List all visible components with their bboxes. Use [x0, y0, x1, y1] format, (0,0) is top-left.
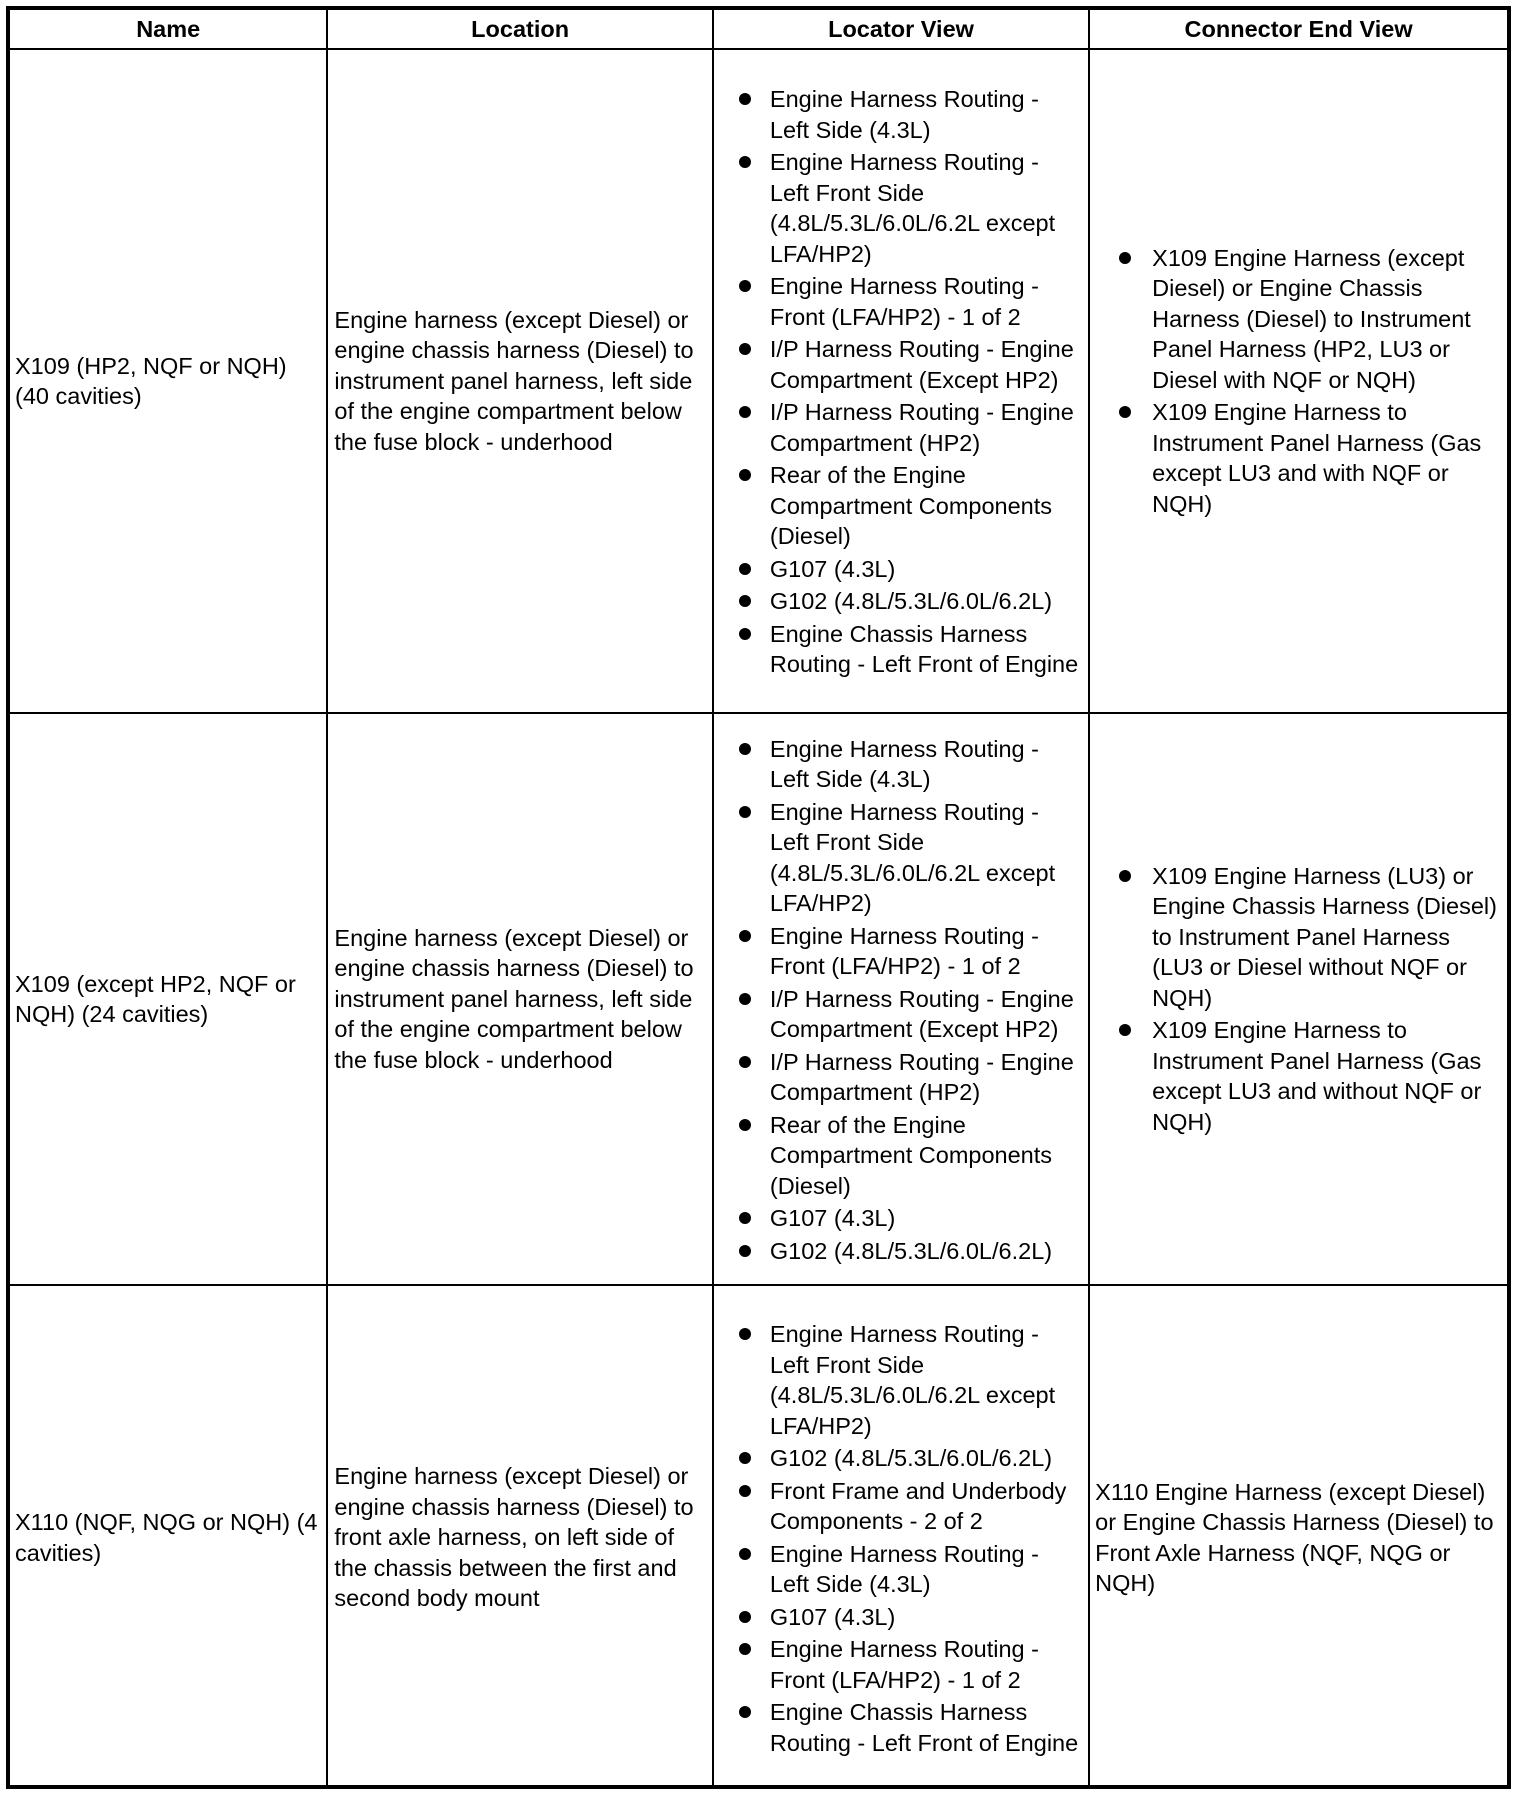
connector-end-view-list: [1095, 243, 1501, 520]
connector-end-view-link[interactable]: X109 Engine Harness to Instrument Panel Harness (Gas except LU3 and without NQF or NQH): [1095, 1015, 1501, 1137]
locator-view-link[interactable]: Engine Chassis Harness Routing - Left Front of Engine: [714, 1697, 1084, 1758]
header-connector-end-view: Connector End View: [1089, 10, 1507, 49]
locator-view-link[interactable]: G102 (4.8L/5.3L/6.0L/6.2L): [714, 1236, 1084, 1267]
locator-view-cell: [713, 713, 1089, 1285]
locator-view-link[interactable]: Engine Harness Routing - Left Front Side (4.8L/5.3L/6.0L/6.2L except LFA/HP2): [714, 1319, 1084, 1441]
bullet-icon: [1119, 252, 1131, 264]
connector-name: X109 (HP2, NQF or NQH) (40 cavities): [10, 49, 327, 713]
locator-view-link[interactable]: Front Frame and Underbody Components - 2 of 2: [714, 1476, 1084, 1537]
connector-end-view-link[interactable]: X109 Engine Harness (except Diesel) or Engine Chassis Harness (Diesel) to Instrument Panel Harness (HP2, LU3 or Diesel with NQF or NQH): [1095, 243, 1501, 396]
bullet-icon: [739, 1643, 751, 1655]
bullet-icon: [739, 1056, 751, 1068]
locator-view-list: [714, 84, 1084, 680]
connector-end-view-link[interactable]: X110 Engine Harness (except Diesel) or Engine Chassis Harness (Diesel) to Front Axle Harness (NQF, NQG or NQH): [1089, 1285, 1507, 1789]
connector-end-view-link[interactable]: X109 Engine Harness (LU3) or Engine Chassis Harness (Diesel) to Instrument Panel Harness (LU3 or Diesel without NQF or NQH): [1095, 861, 1501, 1014]
header-row: [10, 10, 1507, 49]
bullet-icon: [739, 628, 751, 640]
bullet-icon: [739, 1119, 751, 1131]
locator-view-list: [714, 734, 1084, 1267]
header-locator-view: Locator View: [713, 10, 1089, 49]
connector-end-view-link[interactable]: X109 Engine Harness to Instrument Panel Harness (Gas except LU3 and with NQF or NQH): [1095, 397, 1501, 519]
locator-view-link[interactable]: Engine Harness Routing - Left Front Side (4.8L/5.3L/6.0L/6.2L except LFA/HP2): [714, 147, 1084, 269]
locator-view-link[interactable]: G107 (4.3L): [714, 1203, 1084, 1234]
locator-view-link[interactable]: Engine Harness Routing - Left Side (4.3L): [714, 734, 1084, 795]
bullet-icon: [739, 1328, 751, 1340]
bullet-icon: [739, 1452, 751, 1464]
locator-view-link[interactable]: I/P Harness Routing - Engine Compartment (Except HP2): [714, 984, 1084, 1045]
locator-view-cell: [713, 1285, 1089, 1789]
locator-view-link[interactable]: Rear of the Engine Compartment Components (Diesel): [714, 1110, 1084, 1202]
bullet-icon: [739, 93, 751, 105]
locator-view-link[interactable]: G107 (4.3L): [714, 554, 1084, 585]
locator-view-link[interactable]: G102 (4.8L/5.3L/6.0L/6.2L): [714, 1443, 1084, 1474]
bullet-icon: [739, 563, 751, 575]
table-row: [10, 713, 1507, 1285]
locator-view-link[interactable]: Rear of the Engine Compartment Components (Diesel): [714, 460, 1084, 552]
locator-view-link[interactable]: Engine Harness Routing - Left Front Side (4.8L/5.3L/6.0L/6.2L except LFA/HP2): [714, 797, 1084, 919]
bullet-icon: [739, 595, 751, 607]
connector-end-view-cell: [1089, 49, 1507, 713]
locator-view-list: [714, 1319, 1084, 1758]
locator-view-link[interactable]: Engine Harness Routing - Front (LFA/HP2) - 1 of 2: [714, 271, 1084, 332]
header-location: Location: [327, 10, 713, 49]
header-name: Name: [10, 10, 327, 49]
bullet-icon: [1119, 870, 1131, 882]
bullet-icon: [739, 1212, 751, 1224]
connector-name: X109 (except HP2, NQF or NQH) (24 cavities): [10, 713, 327, 1285]
connector-location: Engine harness (except Diesel) or engine chassis harness (Diesel) to front axle harness, on left side of the chassis between the first and second body mount: [327, 1285, 713, 1789]
connector-end-view-list: [1095, 861, 1501, 1138]
locator-view-cell: [713, 49, 1089, 713]
bullet-icon: [739, 1548, 751, 1560]
connector-end-view-cell: [1089, 713, 1507, 1285]
bullet-icon: [739, 1245, 751, 1257]
locator-view-link[interactable]: I/P Harness Routing - Engine Compartment (HP2): [714, 397, 1084, 458]
connector-location: Engine harness (except Diesel) or engine chassis harness (Diesel) to instrument panel harness, left side of the engine compartment below the fuse block - underhood: [327, 49, 713, 713]
bullet-icon: [739, 406, 751, 418]
connector-location: Engine harness (except Diesel) or engine chassis harness (Diesel) to instrument panel harness, left side of the engine compartment below the fuse block - underhood: [327, 713, 713, 1285]
bullet-icon: [739, 1706, 751, 1718]
bullet-icon: [739, 1611, 751, 1623]
bullet-icon: [739, 930, 751, 942]
bullet-icon: [1119, 406, 1131, 418]
bullet-icon: [739, 280, 751, 292]
connector-table: [10, 10, 1507, 1789]
locator-view-link[interactable]: Engine Harness Routing - Left Side (4.3L): [714, 84, 1084, 145]
locator-view-link[interactable]: G102 (4.8L/5.3L/6.0L/6.2L): [714, 586, 1084, 617]
locator-view-link[interactable]: Engine Harness Routing - Front (LFA/HP2) - 1 of 2: [714, 921, 1084, 982]
locator-view-link[interactable]: G107 (4.3L): [714, 1602, 1084, 1633]
locator-view-link[interactable]: I/P Harness Routing - Engine Compartment (Except HP2): [714, 334, 1084, 395]
bullet-icon: [1119, 1024, 1131, 1036]
bullet-icon: [739, 156, 751, 168]
table-row: [10, 1285, 1507, 1789]
bullet-icon: [739, 993, 751, 1005]
locator-view-link[interactable]: Engine Chassis Harness Routing - Left Front of Engine: [714, 619, 1084, 680]
bullet-icon: [739, 469, 751, 481]
connector-table-sheet: [6, 6, 1511, 1789]
bullet-icon: [739, 343, 751, 355]
bullet-icon: [739, 743, 751, 755]
connector-name: X110 (NQF, NQG or NQH) (4 cavities): [10, 1285, 327, 1789]
locator-view-link[interactable]: Engine Harness Routing - Front (LFA/HP2) - 1 of 2: [714, 1634, 1084, 1695]
bullet-icon: [739, 806, 751, 818]
locator-view-link[interactable]: Engine Harness Routing - Left Side (4.3L): [714, 1539, 1084, 1600]
table-row: [10, 49, 1507, 713]
locator-view-link[interactable]: I/P Harness Routing - Engine Compartment (HP2): [714, 1047, 1084, 1108]
bullet-icon: [739, 1485, 751, 1497]
